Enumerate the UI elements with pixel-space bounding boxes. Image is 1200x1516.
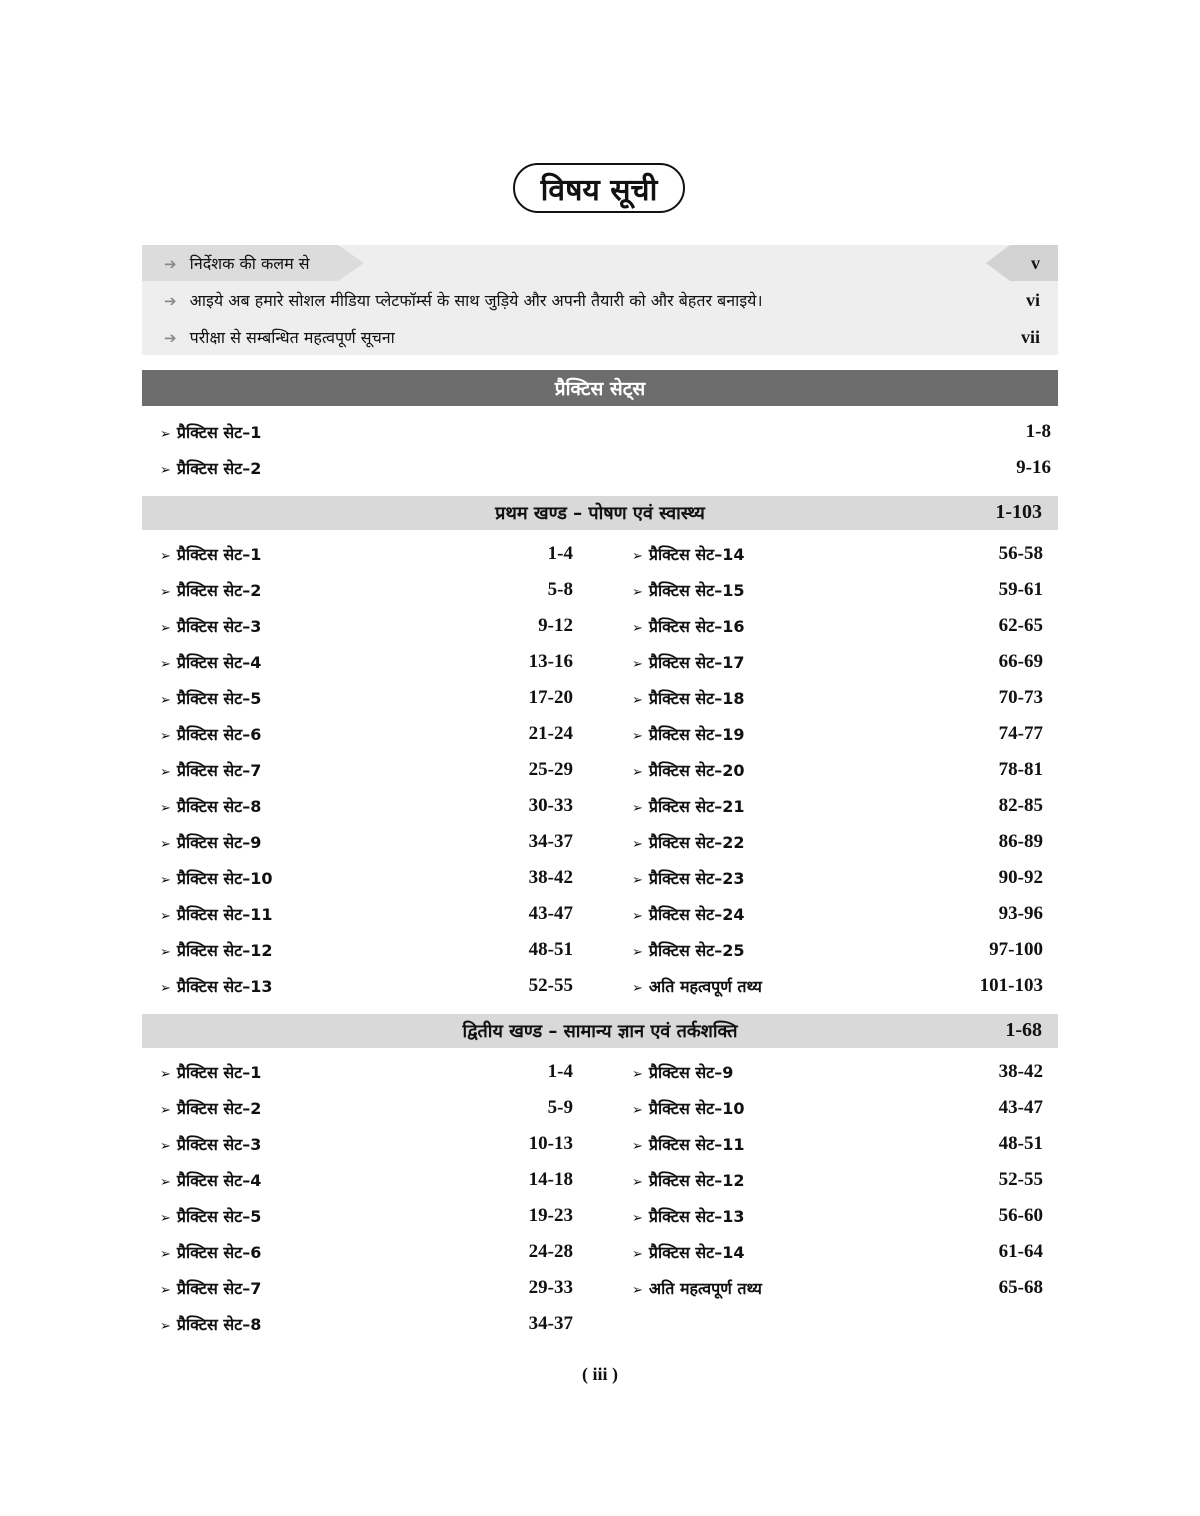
entry-label: प्रैक्टिस सेट–5: [176, 1207, 262, 1226]
entry-label: प्रैक्टिस सेट–19: [648, 725, 745, 744]
bullet-arrow-icon: ➢: [160, 621, 171, 636]
entry-page: 56-58: [998, 543, 1043, 564]
arrow-right-icon: ➔: [164, 255, 177, 273]
bullet-arrow-icon: ➢: [160, 1283, 171, 1298]
intro-page: vi: [1025, 290, 1040, 310]
entry-label: प्रैक्टिस सेट–10: [176, 869, 273, 888]
entry-label: प्रैक्टिस सेट–3: [176, 617, 262, 636]
bullet-arrow-icon: ➢: [632, 693, 643, 708]
entry-page: 13-16: [528, 651, 573, 672]
entry-label: प्रैक्टिस सेट–7: [176, 1279, 262, 1298]
entry-page: 10-13: [528, 1133, 573, 1154]
entry-label: प्रैक्टिस सेट–9: [648, 1063, 734, 1082]
entry-page: 86-89: [998, 831, 1043, 852]
entry-page: 93-96: [998, 903, 1043, 924]
entry-page: 74-77: [998, 723, 1043, 744]
intro-label: आइये अब हमारे सोशल मीडिया प्लेटफॉर्म्स के साथ जुड़िये और अपनी तैयारी को और बेहतर बनाइये।: [189, 291, 763, 310]
entry-label: प्रैक्टिस सेट–15: [648, 581, 745, 600]
toc-entry[interactable]: [632, 759, 1043, 785]
toc-entry[interactable]: [632, 579, 1043, 605]
entry-page: 17-20: [528, 687, 573, 708]
section2-header: [142, 1014, 1058, 1048]
bullet-arrow-icon: ➢: [160, 729, 171, 744]
section2-page: 1-68: [1005, 1019, 1042, 1041]
entry-label: प्रैक्टिस सेट–8: [176, 1315, 262, 1334]
entry-label: प्रैक्टिस सेट–6: [176, 725, 262, 744]
entry-label: प्रैक्टिस सेट–11: [648, 1135, 745, 1154]
entry-label: प्रैक्टिस सेट–25: [648, 941, 745, 960]
bullet-arrow-icon: ➢: [632, 1067, 643, 1082]
section1-page: 1-103: [995, 501, 1042, 523]
bullet-arrow-icon: ➢: [632, 1283, 643, 1298]
entry-label: प्रैक्टिस सेट–17: [648, 653, 745, 672]
bullet-arrow-icon: ➢: [160, 837, 171, 852]
intro-label: निर्देशक की कलम से: [189, 254, 310, 273]
entry-label: प्रैक्टिस सेट–2: [176, 459, 262, 478]
intro-label: परीक्षा से सम्बन्धित महत्वपूर्ण सूचना: [189, 328, 395, 347]
bullet-arrow-icon: ➢: [160, 945, 171, 960]
entry-page: 82-85: [998, 795, 1043, 816]
toc-entry[interactable]: [160, 939, 573, 965]
intro-row[interactable]: [142, 282, 1058, 318]
entry-page: 34-37: [528, 831, 573, 852]
entry-label: प्रैक्टिस सेट–4: [176, 1171, 262, 1190]
toc-entry[interactable]: [632, 831, 1043, 857]
intro-block: [142, 245, 1058, 355]
toc-entry[interactable]: [160, 421, 1051, 447]
entry-page: 34-37: [528, 1313, 573, 1334]
entry-page: 43-47: [528, 903, 573, 924]
entry-label: प्रैक्टिस सेट–1: [176, 1063, 262, 1082]
entry-label: प्रैक्टिस सेट–14: [648, 545, 745, 564]
bullet-arrow-icon: ➢: [160, 463, 171, 478]
bullet-arrow-icon: ➢: [632, 909, 643, 924]
entry-label: प्रैक्टिस सेट–1: [176, 545, 262, 564]
entry-label: प्रैक्टिस सेट–11: [176, 905, 273, 924]
entry-label: प्रैक्टिस सेट–12: [648, 1171, 745, 1190]
entry-page: 30-33: [528, 795, 573, 816]
entry-page: 48-51: [998, 1133, 1043, 1154]
entry-page: 5-9: [547, 1097, 573, 1118]
bullet-arrow-icon: ➢: [632, 657, 643, 672]
bullet-arrow-icon: ➢: [632, 873, 643, 888]
entry-label: प्रैक्टिस सेट–4: [176, 653, 262, 672]
bullet-arrow-icon: ➢: [632, 981, 643, 996]
bullet-arrow-icon: ➢: [160, 693, 171, 708]
toc-entry[interactable]: [160, 759, 573, 785]
section1-header: [142, 496, 1058, 530]
bullet-arrow-icon: ➢: [632, 1103, 643, 1118]
entry-page: 56-60: [998, 1205, 1043, 1226]
entry-page: 78-81: [998, 759, 1043, 780]
bullet-arrow-icon: ➢: [632, 801, 643, 816]
entry-label: प्रैक्टिस सेट–2: [176, 1099, 262, 1118]
bullet-arrow-icon: ➢: [160, 1247, 171, 1262]
toc-entry[interactable]: [632, 1061, 1043, 1087]
section1-title: प्रथम खण्ड – पोषण एवं स्वास्थ्य: [495, 503, 705, 524]
entry-label: प्रैक्टिस सेट–10: [648, 1099, 745, 1118]
entry-page: 9-12: [538, 615, 573, 636]
entry-label: प्रैक्टिस सेट–16: [648, 617, 745, 636]
practice-sets-header: प्रैक्टिस सेट्स: [142, 370, 1058, 406]
toc-entry[interactable]: [632, 903, 1043, 929]
toc-entry[interactable]: [632, 939, 1043, 965]
toc-entry[interactable]: [632, 1169, 1043, 1195]
bullet-arrow-icon: ➢: [632, 621, 643, 636]
intro-page: v: [1031, 253, 1040, 273]
bullet-arrow-icon: ➢: [160, 1319, 171, 1334]
bullet-arrow-icon: ➢: [160, 801, 171, 816]
toc-entry[interactable]: [160, 1097, 573, 1123]
toc-entry[interactable]: [632, 1097, 1043, 1123]
entry-page: 59-61: [998, 579, 1043, 600]
toc-entry[interactable]: [632, 795, 1043, 821]
entry-label: प्रैक्टिस सेट–7: [176, 761, 262, 780]
bullet-arrow-icon: ➢: [160, 1067, 171, 1082]
toc-entry[interactable]: [632, 723, 1043, 749]
bullet-arrow-icon: ➢: [632, 945, 643, 960]
entry-label: प्रैक्टिस सेट–5: [176, 689, 262, 708]
toc-entry[interactable]: [160, 975, 573, 1001]
entry-label: प्रैक्टिस सेट–1: [176, 423, 262, 442]
bullet-arrow-icon: ➢: [632, 1175, 643, 1190]
bullet-arrow-icon: ➢: [160, 981, 171, 996]
entry-page: 66-69: [998, 651, 1043, 672]
bullet-arrow-icon: ➢: [160, 1103, 171, 1118]
entry-page: 1-8: [1025, 421, 1051, 442]
bullet-arrow-icon: ➢: [632, 585, 643, 600]
bullet-arrow-icon: ➢: [632, 1139, 643, 1154]
entry-page: 38-42: [998, 1061, 1043, 1082]
toc-entry[interactable]: [160, 1313, 573, 1339]
toc-entry[interactable]: [160, 831, 573, 857]
toc-entry[interactable]: [632, 615, 1043, 641]
toc-entry[interactable]: [160, 1169, 573, 1195]
bullet-arrow-icon: ➢: [632, 1247, 643, 1262]
bullet-arrow-icon: ➢: [632, 837, 643, 852]
toc-entry[interactable]: [160, 1241, 573, 1267]
bullet-arrow-icon: ➢: [160, 549, 171, 564]
toc-entry[interactable]: [160, 1133, 573, 1159]
toc-entry[interactable]: [160, 457, 1051, 483]
arrow-right-icon: ➔: [164, 292, 177, 310]
entry-label: प्रैक्टिस सेट–14: [648, 1243, 745, 1262]
entry-label: अति महत्वपूर्ण तथ्य: [648, 1279, 762, 1298]
bullet-arrow-icon: ➢: [160, 1175, 171, 1190]
entry-page: 21-24: [528, 723, 573, 744]
bullet-arrow-icon: ➢: [160, 657, 171, 672]
intro-page: vii: [1020, 327, 1040, 347]
entry-page: 1-4: [547, 1061, 573, 1082]
toc-entry[interactable]: [160, 651, 573, 677]
toc-entry[interactable]: [160, 795, 573, 821]
toc-entry[interactable]: [632, 651, 1043, 677]
entry-page: 43-47: [998, 1097, 1043, 1118]
entry-page: 29-33: [528, 1277, 573, 1298]
entry-label: प्रैक्टिस सेट–3: [176, 1135, 262, 1154]
intro-row[interactable]: [142, 245, 1058, 281]
entry-page: 25-29: [528, 759, 573, 780]
entry-label: प्रैक्टिस सेट–21: [648, 797, 745, 816]
entry-page: 1-4: [547, 543, 573, 564]
bullet-arrow-icon: ➢: [160, 427, 171, 442]
entry-page: 90-92: [998, 867, 1043, 888]
entry-page: 101-103: [979, 975, 1043, 996]
toc-entry[interactable]: [160, 1277, 573, 1303]
entry-label: प्रैक्टिस सेट–6: [176, 1243, 262, 1262]
toc-entry[interactable]: [160, 687, 573, 713]
arrow-right-icon: ➔: [164, 329, 177, 347]
page-title: विषय सूची: [513, 163, 685, 213]
toc-entry[interactable]: [632, 1133, 1043, 1159]
entry-page: 70-73: [998, 687, 1043, 708]
entry-label: प्रैक्टिस सेट–24: [648, 905, 745, 924]
entry-page: 48-51: [528, 939, 573, 960]
bullet-arrow-icon: ➢: [632, 1211, 643, 1226]
toc-entry[interactable]: [632, 687, 1043, 713]
toc-entry[interactable]: [632, 543, 1043, 569]
entry-label: प्रैक्टिस सेट–23: [648, 869, 745, 888]
entry-page: 97-100: [989, 939, 1043, 960]
toc-entry[interactable]: [632, 867, 1043, 893]
entry-page: 19-23: [528, 1205, 573, 1226]
toc-entry[interactable]: [160, 579, 573, 605]
page-number: ( iii ): [582, 1364, 618, 1384]
bullet-arrow-icon: ➢: [632, 729, 643, 744]
toc-entry[interactable]: [632, 1241, 1043, 1267]
bullet-arrow-icon: ➢: [160, 1139, 171, 1154]
toc-entry[interactable]: [632, 1205, 1043, 1231]
entry-label: अति महत्वपूर्ण तथ्य: [648, 977, 762, 996]
bullet-arrow-icon: ➢: [632, 765, 643, 780]
toc-entry[interactable]: [160, 543, 573, 569]
intro-row[interactable]: [142, 319, 1058, 355]
entry-page: 52-55: [528, 975, 573, 996]
bullet-arrow-icon: ➢: [160, 873, 171, 888]
toc-entry[interactable]: [160, 867, 573, 893]
entry-page: 5-8: [547, 579, 573, 600]
toc-entry[interactable]: [160, 1205, 573, 1231]
toc-entry[interactable]: [632, 1277, 1043, 1303]
entry-page: 9-16: [1016, 457, 1051, 478]
entry-page: 52-55: [998, 1169, 1043, 1190]
bullet-arrow-icon: ➢: [160, 1211, 171, 1226]
entry-label: प्रैक्टिस सेट–12: [176, 941, 273, 960]
bullet-arrow-icon: ➢: [160, 765, 171, 780]
entry-page: 62-65: [998, 615, 1043, 636]
entry-label: प्रैक्टिस सेट–22: [648, 833, 745, 852]
entry-label: प्रैक्टिस सेट–9: [176, 833, 262, 852]
toc-entry[interactable]: [160, 615, 573, 641]
entry-label: प्रैक्टिस सेट–2: [176, 581, 262, 600]
entry-label: प्रैक्टिस सेट–13: [176, 977, 273, 996]
entry-label: प्रैक्टिस सेट–8: [176, 797, 262, 816]
entry-page: 24-28: [528, 1241, 573, 1262]
bullet-arrow-icon: ➢: [160, 909, 171, 924]
entry-label: प्रैक्टिस सेट–18: [648, 689, 745, 708]
bullet-arrow-icon: ➢: [160, 585, 171, 600]
entry-label: प्रैक्टिस सेट–20: [648, 761, 745, 780]
toc-entry[interactable]: [632, 975, 1043, 1001]
intro-tag-shape-right: [986, 245, 1058, 281]
toc-entry[interactable]: [160, 903, 573, 929]
entry-page: 38-42: [528, 867, 573, 888]
bullet-arrow-icon: ➢: [632, 549, 643, 564]
toc-entry[interactable]: [160, 1061, 573, 1087]
section2-title: द्वितीय खण्ड – सामान्य ज्ञान एवं तर्कशक्ति: [462, 1021, 738, 1042]
entry-label: प्रैक्टिस सेट–13: [648, 1207, 745, 1226]
entry-page: 65-68: [998, 1277, 1043, 1298]
toc-entry[interactable]: [160, 723, 573, 749]
entry-page: 14-18: [528, 1169, 573, 1190]
entry-page: 61-64: [998, 1241, 1043, 1262]
